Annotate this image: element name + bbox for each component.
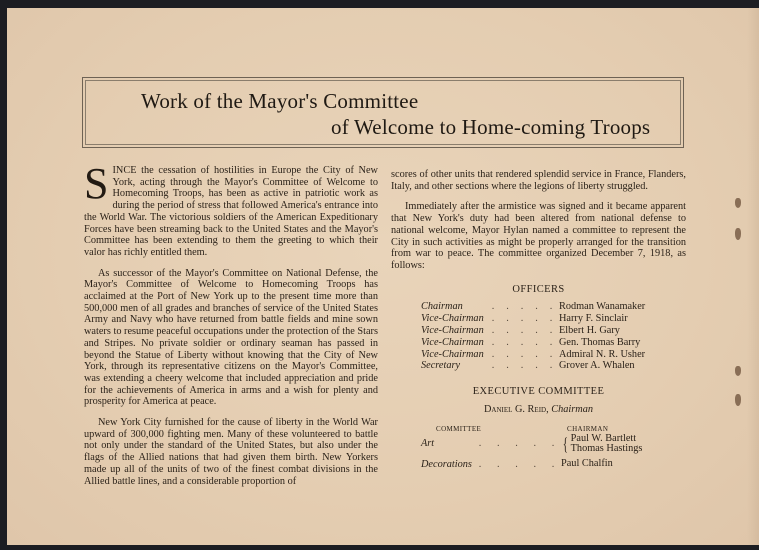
officer-name: Grover A. Whalen (559, 360, 635, 372)
paragraph-2: As successor of the Mayor's Committee on National Defense, the Mayor's Committee of Welcome to Homecoming Troops has acclaimed at the Port of New York up to the present time more than 500,000 men of all grades and branches of service of the United States Army and Navy who have returned from battle fields and mine sown waters to resume peaceful occupations under the protection of the Stars and Stripes. No private soldier or ordinary seaman has passed in beyond the Statue of Liberty without knowing that the City of New York, through its representative citizens on the Mayor's Committee, was extending a cheery welcome that included appreciation and pride for the achievements of America in arms and a wish for plenty and prosperity for America at peace. (84, 267, 378, 408)
officer-role: Vice-Chairman (421, 313, 484, 325)
committee-name: Decorations (421, 458, 472, 470)
officer-row (421, 349, 686, 361)
title-box-inner-border (85, 80, 681, 145)
officer-role: Vice-Chairman (421, 348, 484, 360)
officer-row (421, 360, 686, 372)
right-column (391, 169, 686, 474)
committee-chairman-name: Paul W. Bartlett (570, 432, 637, 444)
officer-name: Admiral N. R. Usher (559, 348, 646, 360)
officer-name: Rodman Wanamaker (559, 301, 646, 313)
committee-chairmen (571, 434, 643, 455)
executive-committee-heading: EXECUTIVE COMMITTEE (472, 386, 605, 398)
officer-role: Secretary (421, 360, 461, 372)
committee-column-header: COMMITTEE (436, 424, 482, 433)
page-title-line-2: of Welcome to Home-coming Troops (331, 115, 651, 139)
dot-leader: . . . . . (478, 458, 555, 470)
officer-role: Vice-Chairman (421, 324, 484, 336)
officer-role: Vice-Chairman (421, 336, 484, 348)
paragraph-armistice: Immediately after the armistice was signed and it became apparent that New York's duty had been altered from national defense to national welcome, Mayor Hylan named a committee to represent the City in such activities as might be properly arranged for the transition from war to peace. The committee organized December 7, 1918, as follows: (391, 201, 686, 271)
officer-row (421, 325, 686, 337)
officer-row (421, 313, 686, 325)
margin-stain-mark (735, 198, 741, 208)
committee-row (421, 434, 686, 455)
paragraph-1-text: INCE the cessation of hostilities in Europe the City of New York, acting through the Mayor's Committee of Welcome to Homecoming Troops, has been as active in patriotic work as during the period of stress that followed America's entrance into the World War. The victorious soldiers of the American Expeditionary Forces have been streaming back to the United States and the Mayor's Committee has been extending to them the greeting to which their valor has richly entitled them. (84, 165, 378, 258)
executive-chairman-name: Daniel G. Reid, (483, 403, 549, 415)
title-box (82, 77, 684, 148)
committee-table-header (421, 425, 686, 434)
document-page (7, 8, 759, 545)
committee-row (421, 459, 686, 471)
officer-name: Elbert H. Gary (559, 324, 620, 336)
margin-stain-mark (735, 228, 741, 240)
officers-heading: OFFICERS (512, 283, 565, 295)
dot-leader: . . . . . (491, 324, 553, 336)
committee-chairman-name: Thomas Hastings (570, 443, 643, 455)
paragraph-1 (84, 159, 378, 259)
chairman-column-header: CHAIRMAN (567, 424, 609, 433)
officer-row (421, 337, 686, 349)
page-title-line-1: Work of the Mayor's Committee (141, 89, 419, 113)
committee-chairmen (561, 459, 613, 470)
paragraph-continued: scores of other units that rendered splendid service in France, Flanders, Italy, and other sections where the legions of liberty struggled. (391, 169, 686, 192)
officer-role: Chairman (421, 301, 463, 313)
brace-symbol: { (562, 434, 568, 455)
committee-name: Art (421, 438, 435, 450)
executive-chairman (391, 404, 686, 416)
left-column (84, 159, 378, 496)
executive-chairman-title: Chairman (551, 403, 594, 415)
page-edge-shadow (747, 8, 759, 545)
margin-stain-mark (735, 394, 741, 406)
margin-stain-mark (735, 366, 741, 376)
committee-chairman-name: Paul Chalfin (561, 458, 613, 470)
officers-list (421, 301, 686, 372)
dot-leader: . . . . . (491, 360, 553, 372)
officer-name: Gen. Thomas Barry (559, 336, 641, 348)
dot-leader: . . . . . (478, 438, 555, 450)
committee-list (421, 434, 686, 471)
dot-leader: . . . . . (491, 336, 553, 348)
dot-leader: . . . . . (491, 348, 553, 360)
dot-leader: . . . . . (491, 301, 553, 313)
dot-leader: . . . . . (491, 313, 553, 325)
drop-cap: S (84, 159, 109, 208)
officer-row (421, 301, 686, 313)
officer-name: Harry F. Sinclair (559, 313, 628, 325)
paragraph-3: New York City furnished for the cause of liberty in the World War upward of 300,000 fighting men. Many of these volunteered to battle not only under the standard of the United States, but also under the flags of the Allied nations that had given them birth. New Yorkers made up all of the units of two of the finest combat divisions in the Allied battle lines, and a considerable proportion of (84, 417, 378, 487)
